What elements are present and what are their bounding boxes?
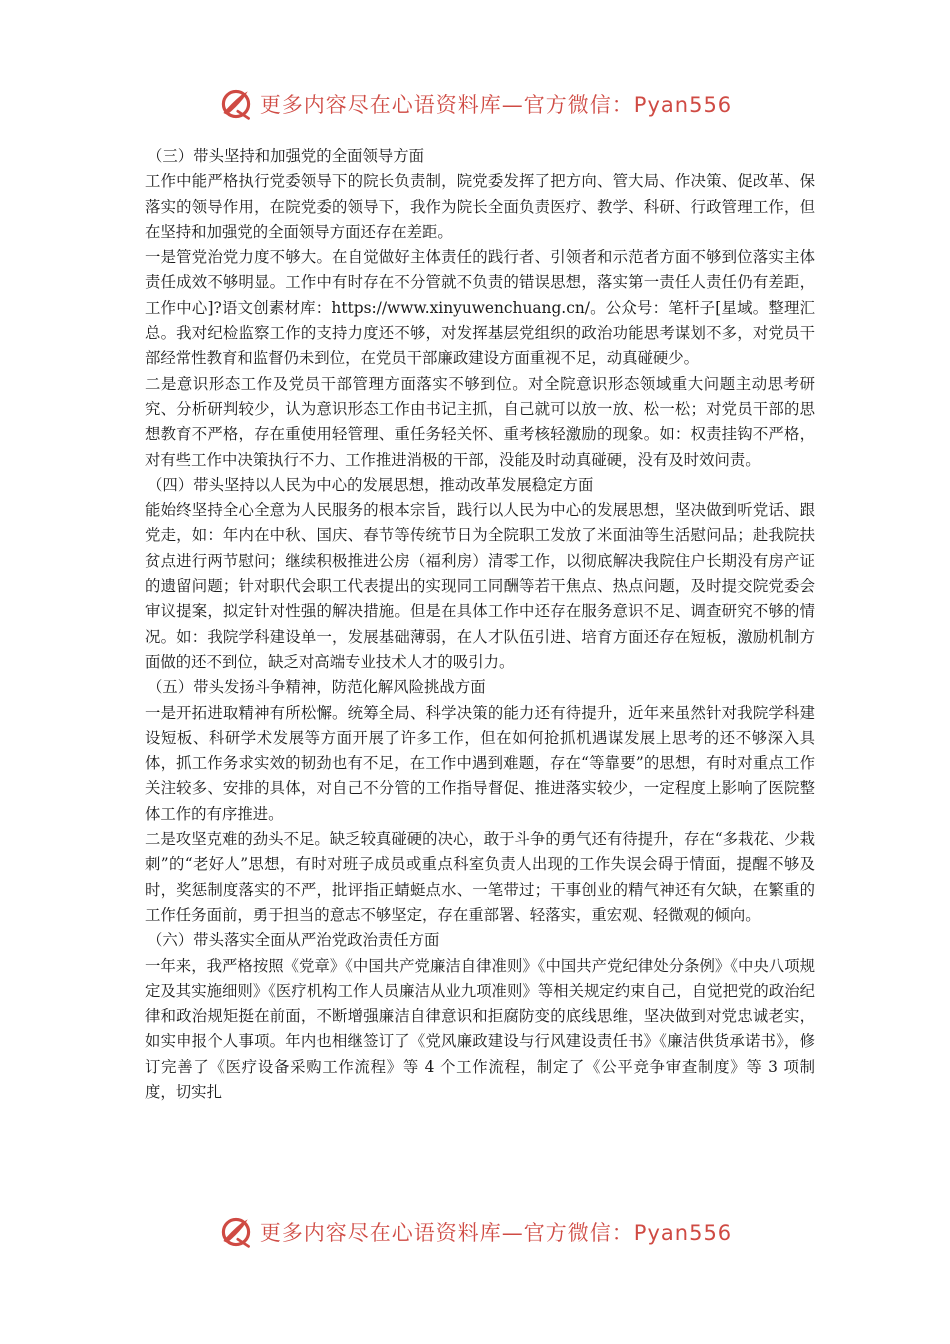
section-heading-3: （三）带头坚持和加强党的全面领导方面 [147, 147, 425, 165]
footer-banner-text: 更多内容尽在心语资料库—官方微信：Pyan556 [259, 1221, 733, 1245]
body-paragraph: 二是意识形态工作及党员干部管理方面落实不够到位。对全院意识形态领域重大问题主动思考研究、分析研判较少，认为意识形态工作由书记主抓，自己就可以放一放、松一松；对党员干部的思想教育不严格，存在重使用轻管理、重任务轻关怀、重考核轻激励的现象。如：权责挂钩不严格，对有些工作中决策执行不力、工作推进消极的干部，没能及时动真碰硬，没有及时效问责。 [145, 374, 815, 469]
body-paragraph: 一是管党治党力度不够大。在自觉做好主体责任的践行者、引领者和示范者方面不够到位落实主体责任成效不够明显。工作中有时存在不分管就不负责的错误思想，落实第一责任人责任仍有差距，工作中心]?语文创素材库：https://www.xinyuwenchuang.cn/。公众号：笔杆子[星域。整理汇总。我对纪检监察工作的支持力度还不够，对发挥基层党组织的政治功能思考谋划不多，对党员干部经常性教育和监督仍未到位，在党员干部廉政建设方面重视不足，动真碰硬少。 [145, 248, 815, 368]
body-paragraph: 工作中能严格执行党委领导下的院长负责制，院党委发挥了把方向、管大局、作决策、促改革、保落实的领导作用，在院党委的领导下，我作为院长全面负责医疗、教学、科研、行政管理工作，但在坚持和加强党的全面领导方面还存在差距。 [145, 172, 815, 241]
header-banner-text: 更多内容尽在心语资料库—官方微信：Pyan556 [259, 93, 733, 117]
section-heading-4: （四）带头坚持以人民为中心的发展思想，推动改革发展稳定方面 [147, 475, 594, 494]
body-paragraph: 一年来，我严格按照《党章》《中国共产党廉洁自律准则》《中国共产党纪律处分条例》《中央八项规定及其实施细则》《医疗机构工作人员廉洁从业九项准则》等相关规定约束自己，自觉把党的政治纪律和政治规矩挺在前面，不断增强廉洁自律意识和拒腐防变的底线思维，坚决做到对党忠诚老实，如实申报个人事项。年内也相继签订了《党风廉政建设与行风建设责任书》《廉洁供货承诺书》，修订完善了《医疗设备采购工作流程》等 4 个工作流程，制定了《公平竞争审查制度》等 3 项制度，切实扎 [145, 956, 815, 1101]
brush-logo-icon [218, 86, 254, 122]
body-paragraph: 二是攻坚克难的劲头不足。缺乏较真碰硬的决心，敢于斗争的勇气还有待提升，存在“多栽花、少栽刺”的“老好人”思想，有时对班子成员或重点科室负责人出现的工作失误会碍于情面，提醒不够及时，奖惩制度落实的不严，批评指正蜻蜓点水、一笔带过；干事创业的精气神还有欠缺，在繁重的工作任务面前，勇于担当的意志不够坚定，存在重部署、轻落实，重宏观、轻微观的倾向。 [145, 830, 815, 924]
section-heading-6: （六）带头落实全面从严治党政治责任方面 [147, 931, 440, 950]
body-paragraph: 一是开拓进取精神有所松懈。统筹全局、科学决策的能力还有待提升，近年来虽然针对我院学科建设短板、科研学术发展等方面开展了许多工作，但在如何抢抓机遇谋发展上思考的还不够深入具体，抓工作务求实效的韧劲也有不足，在工作中遇到难题，存在“等靠要”的思想，有时对重点工作关注较多、安排的具体，对自己不分管的工作指导督促、推进落实较少，一定程度上影响了医院整体工作的有序推进。 [145, 703, 815, 823]
brush-logo-icon [218, 1214, 254, 1250]
body-paragraph: 能始终坚持全心全意为人民服务的根本宗旨，践行以人民为中心的发展思想，坚决做到听党话、跟党走，如：年内在中秋、国庆、春节等传统节日为全院职工发放了米面油等生活慰问品；赴我院扶贫点进行两节慰问；继续积极推进公房（福利房）清零工作，以彻底解决我院住户长期没有房产证的遗留问题；针对职代会职工代表提出的实现同工同酬等若干焦点、热点问题，及时提交院党委会审议提案，拟定针对性强的解决措施。但是在具体工作中还存在服务意识不足、调查研究不够的情况。如：我院学科建设单一，发展基础薄弱，在人才队伍引进、培育方面还存在短板，激励机制方面做的还不到位，缺乏对高端专业技术人才的吸引力。 [145, 501, 815, 671]
document-body [145, 144, 815, 1105]
section-heading-5: （五）带头发扬斗争精神，防范化解风险挑战方面 [147, 678, 486, 697]
header-banner [0, 84, 950, 124]
footer-banner [0, 1212, 950, 1252]
